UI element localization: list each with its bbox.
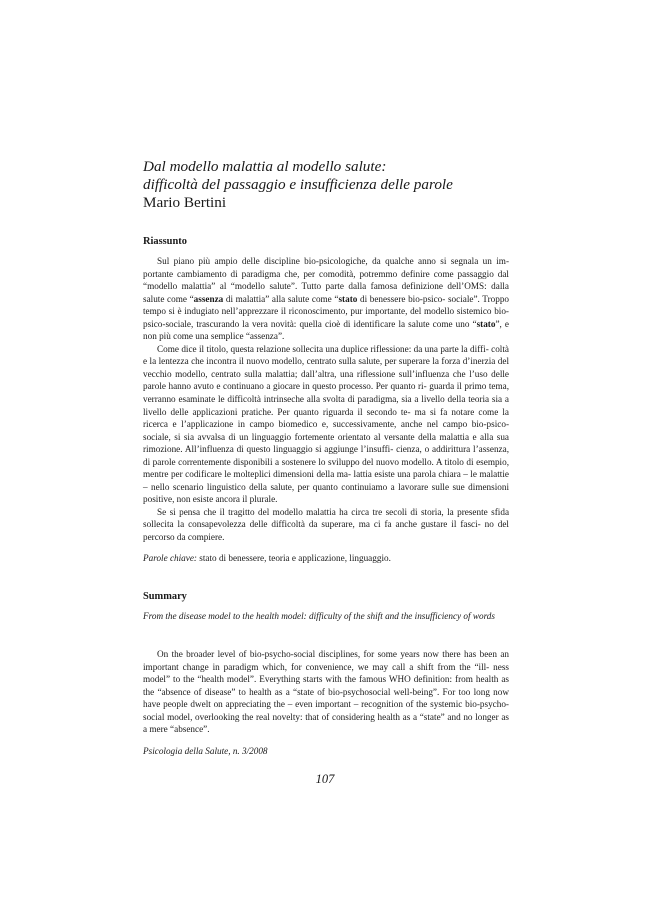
keywords-line bbox=[143, 552, 509, 565]
riassunto-paragraph-2: Come dice il titolo, questa relazione sollecita una duplice riflessione: da una parte la diffi- coltà e la lentezza che incontra il nuovo modello, centrato sulla salute, per superare la forza d’inerzia del vecchio modello, centrato sulla malattia; dall’altra, una riflessione sull’influenza che l’uso delle parole hanno avuto e continuano a giocare in questo processo. Per quanto ri- guarda il primo tema, verranno esaminate le difficoltà intrinseche alla svolta di paradigma, sia a livello della teoria sia a livello delle applicazioni pratiche. Per quanto riguarda il secondo te- ma si fa notare come la ricerca e l’applicazione in campo biomedico e, successivamente, anche nel campo bio-psico-sociale, si sia avvalsa di un linguaggio fortemente orientato al versante della malattia e alla sua rimozione. All’influenza di questo linguaggio si aggiunge l’insuffi- cienza, o addirittura l’assenza, di parole correntemente disponibili a sostenere lo sviluppo del nuovo modello. A titolo di esempio, mentre per codificare le molteplici dimensioni della ma- lattia esiste una parola chiara – le malattie – nello scenario linguistico della salute, per quanto continuiamo a lavorare sulle sue dimensioni positive, non esiste ancora il plurale. bbox=[143, 343, 510, 505]
journal-reference: Psicologia della Salute, n. 3/2008 bbox=[143, 746, 268, 756]
article-title bbox=[143, 158, 523, 194]
keywords-label: Parole chiave: bbox=[143, 553, 197, 563]
summary-paragraph-1: On the broader level of bio-psycho-social disciplines, for some years now there has been an important change in paradigm which, for convenience, we may call a shift from the “ill- ness model” to the “health model”. Everything starts with the famous WHO definition: from health as the “absence of disease” to health as a “state of bio-psychosocial well-being”. For too long now have people dwelt on appreciating the – even important – recognition of the systemic bio-psycho-social model, overlooking the real novelty: that of considering health as a “state” and no longer as a mere “absence”. bbox=[143, 649, 510, 735]
title-line-2: difficoltà del passaggio e insufficienza delle parole bbox=[143, 176, 453, 193]
summary-heading: Summary bbox=[143, 591, 187, 602]
author-name: Mario Bertini bbox=[143, 194, 227, 211]
keywords-text: stato di benessere, teoria e applicazione, linguaggio. bbox=[197, 553, 391, 563]
riassunto-heading: Riassunto bbox=[143, 236, 187, 247]
summary-subtitle: From the disease model to the health model: difficulty of the shift and the insufficiency of words bbox=[143, 611, 495, 621]
riassunto-body bbox=[143, 255, 509, 544]
title-line-1: Dal modello malattia al modello salute: bbox=[143, 158, 387, 175]
riassunto-paragraph-3: Se si pensa che il tragitto del modello malattia ha circa tre secoli di storia, la presente sfida sollecita la consapevolezza delle difficoltà da superare, ma ci fa anche gustare il fasci- no del percorso da compiere. bbox=[143, 506, 510, 543]
page-number: 107 bbox=[315, 772, 335, 786]
summary-body bbox=[143, 648, 509, 736]
riassunto-paragraph-1: Sul piano più ampio delle discipline bio-psicologiche, da qualche anno si segnala un im- portante cambiamento di paradigma che, per comodità, potremmo definire come passaggio dal “modello malattia” al “modello salute”. Tutto parte dalla famosa definizione dell’OMS: dalla salute come “assenza di malattia” alla salute come “stato di benessere bio-psico- sociale”. Troppo tempo si è indugiato nell’apprezzare il riconoscimento, pur importante, del modello sistemico bio-psico-sociale, trascurando la vera novità: quella cioè di identificare la salute come uno “stato”, e non più come una semplice “assenza”. bbox=[143, 256, 510, 342]
